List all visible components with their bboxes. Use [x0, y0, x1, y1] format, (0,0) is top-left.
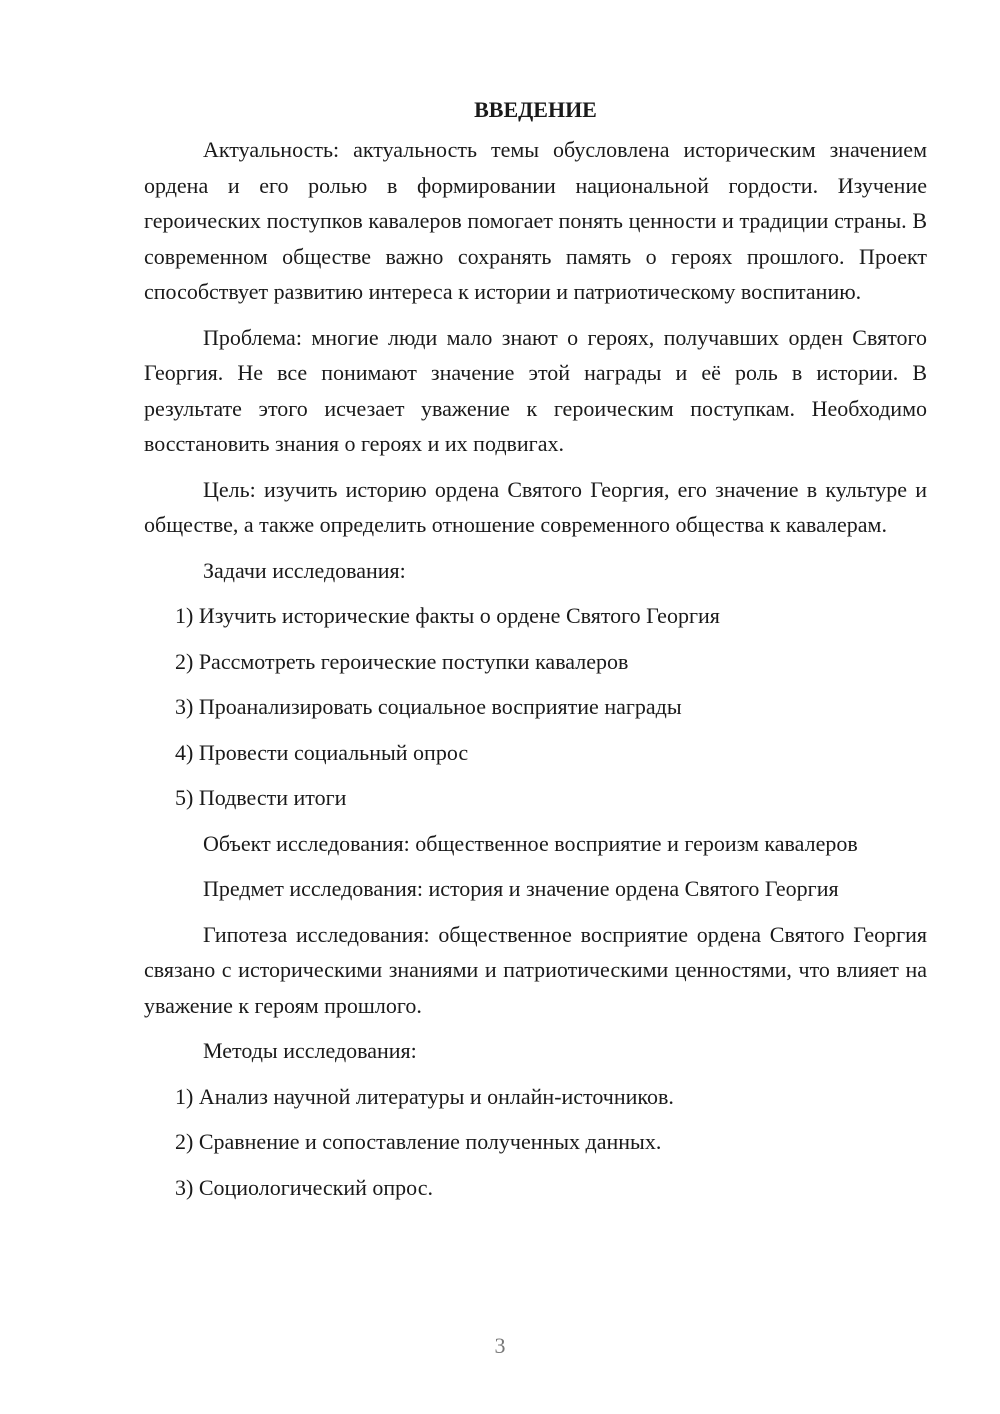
method-item: 1) Анализ научной литературы и онлайн-источников.	[175, 1083, 674, 1109]
task-item: 4) Провести социальный опрос	[175, 739, 469, 765]
tasks-list	[144, 598, 927, 816]
section-heading: ВВЕДЕНИЕ	[474, 97, 597, 122]
methods-list	[144, 1079, 927, 1206]
subject-paragraph: Предмет исследования: история и значение ордена Святого Георгия	[203, 876, 839, 901]
methods-label: Методы исследования:	[203, 1038, 417, 1063]
document-page	[144, 92, 927, 1215]
goal-paragraph: Цель: изучить историю ордена Святого Георгия, его значение в культуре и обществе, а также определить отношение современного общества к кавалерам.	[144, 476, 927, 537]
relevance-paragraph: Актуальность: актуальность темы обусловлена историческим значением ордена и его ролью в формировании национальной гордости. Изучение героических поступков кавалеров помогает понять ценности и традиции страны. В современном обществе важно сохранять память о героях прошлого. Проект способствует развитию интереса к истории и патриотическому воспитанию.	[144, 137, 927, 304]
task-item: 3) Проанализировать социальное восприятие награды	[175, 694, 682, 719]
method-item: 2) Сравнение и сопоставление полученных данных.	[175, 1129, 662, 1154]
hypothesis-paragraph: Гипотеза исследования: общественное восприятие ордена Святого Георгия связано с историческими знаниями и патриотическими ценностями, что влияет на уважение к героям прошлого.	[144, 921, 927, 1018]
method-item: 3) Социологический опрос.	[175, 1174, 433, 1200]
task-item: 2) Рассмотреть героические поступки кавалеров	[175, 648, 629, 674]
task-item: 1) Изучить исторические факты о ордене Святого Георгия	[175, 603, 720, 628]
tasks-label: Задачи исследования:	[203, 557, 406, 583]
object-paragraph: Объект исследования: общественное восприятие и героизм кавалеров	[203, 830, 858, 856]
task-item: 5) Подвести итоги	[175, 785, 347, 810]
problem-paragraph: Проблема: многие люди мало знают о героях, получавших орден Святого Георгия. Не все понимают значение этой награды и её роль в истории. В результате этого исчезает уважение к героическим поступкам. Необходимо восстановить знания о героях и их подвигах.	[144, 324, 927, 456]
page-number: 3	[494, 1333, 506, 1358]
